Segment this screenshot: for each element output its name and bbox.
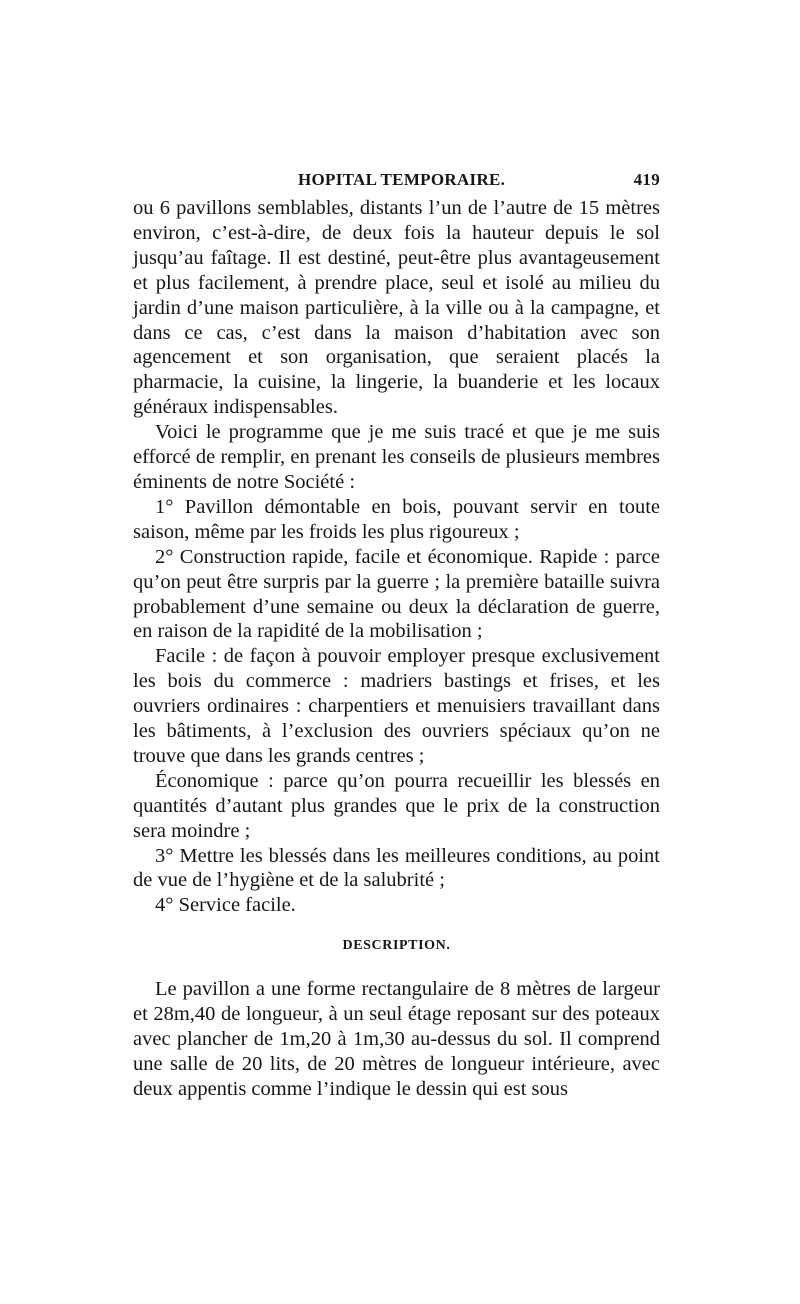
section-heading: DESCRIPTION. bbox=[342, 938, 451, 954]
paragraph-facile: Facile : de façon à pouvoir employer presque exclusivement les bois du commerce : madriers bastings et frises, et les ouvriers ordinaires : charpentiers et menuisiers travaillant dans les bâtiments, à l’exclusion des ouvriers spéciaux qu’on ne trouve que dans les grands centres ; bbox=[133, 645, 660, 767]
book-page bbox=[133, 170, 660, 1102]
paragraph-economique: Économique : parce qu’on pourra recueillir les blessés en quantités d’autant plus grandes que le prix de la construction sera moindre ; bbox=[133, 769, 660, 842]
list-item-2: 2° Construction rapide, facile et économique. Rapide : parce qu’on peut être surpris par la guerre ; la première bataille suivra probablement d’une semaine ou deux la déclaration de guerre, en raison de la rapidité de la mobilisation ; bbox=[133, 545, 660, 643]
paragraph-continuation: ou 6 pavillons semblables, distants l’un de l’autre de 15 mètres environ, c’est-à-dire, de deux fois la hauteur depuis le sol jusqu’au faîtage. Il est destiné, peut-être plus avantageusement et plus facilement, à prendre place, seul et isolé au milieu du jardin d’une maison particulière, à la ville ou à la campagne, et dans ce cas, c’est dans la maison d’habitation avec son agencement et son organisation, que seraient placés la pharmacie, la cuisine, la lingerie, la buanderie et les locaux généraux indispensables. bbox=[133, 197, 660, 419]
running-title: HOPITAL TEMPORAIRE. bbox=[298, 170, 506, 189]
body-text bbox=[133, 196, 660, 1102]
list-item-4: 4° Service facile. bbox=[155, 894, 296, 917]
page-number: 419 bbox=[633, 170, 660, 189]
paragraph-description: Le pavillon a une forme rectangulaire de 8 mètres de largeur et 28m,40 de longueur, à un seul étage reposant sur des poteaux avec plancher de 1m,20 à 1m,30 au-dessus du sol. Il comprend une salle de 20 lits, de 20 mètres de longueur intérieure, avec deux appentis comme l’indique le dessin qui est sous bbox=[133, 978, 660, 1100]
list-item-3: 3° Mettre les blessés dans les meilleures conditions, au point de vue de l’hygiène et de la salubrité ; bbox=[133, 844, 660, 892]
paragraph-programme: Voici le programme que je me suis tracé et que je me suis efforcé de remplir, en prenant les conseils de plusieurs membres éminents de notre Société : bbox=[133, 421, 660, 493]
list-item-1: 1° Pavillon démontable en bois, pouvant servir en toute saison, même par les froids les plus rigoureux ; bbox=[133, 495, 660, 543]
running-header bbox=[133, 170, 660, 196]
